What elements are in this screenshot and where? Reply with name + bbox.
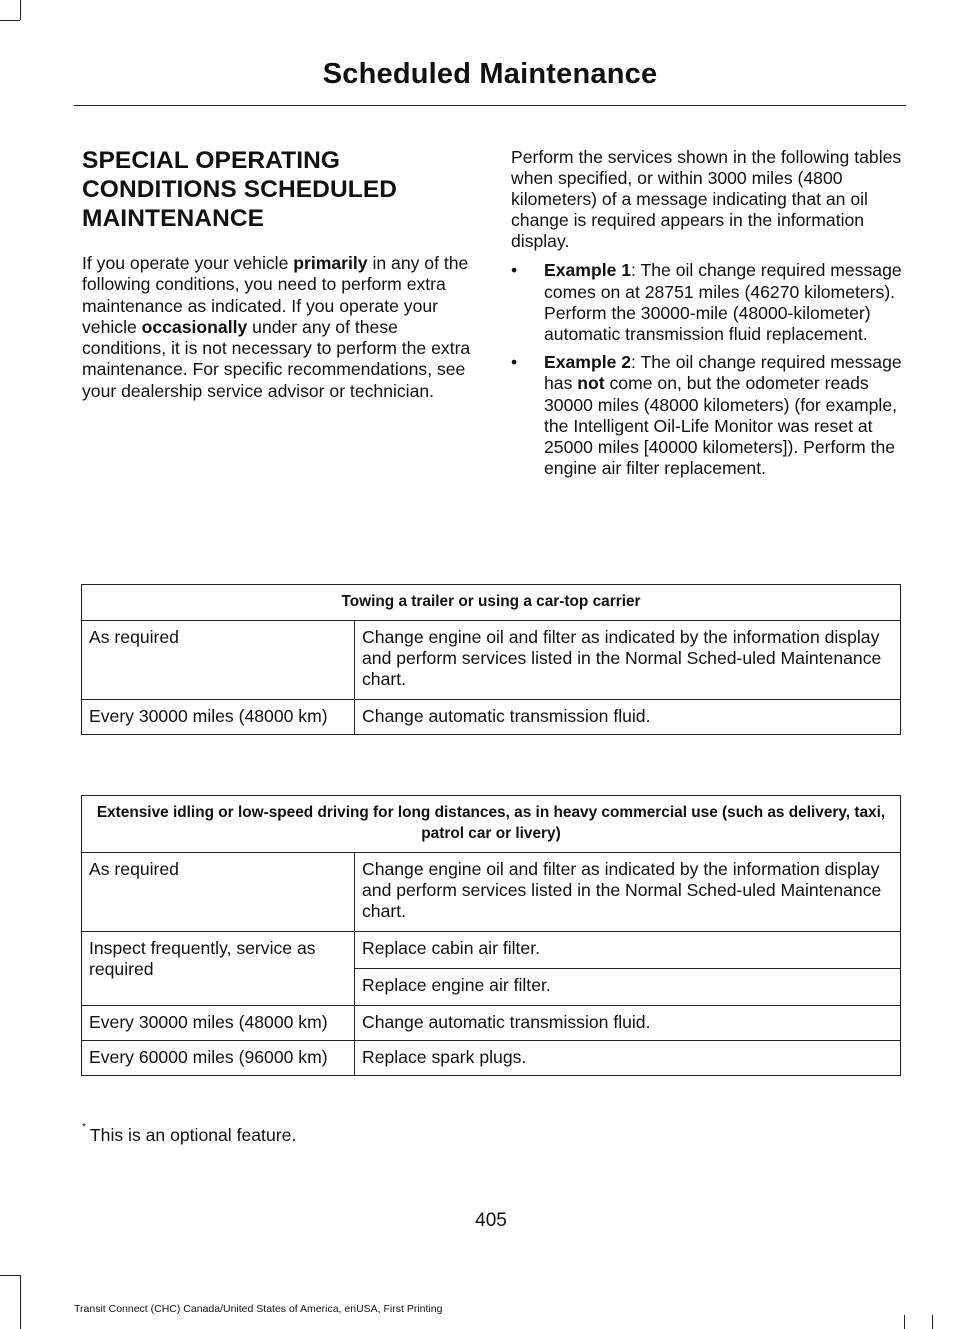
printing-info: Transit Connect (CHC) Canada/United States of America, enUSA, First Printing — [74, 1303, 443, 1315]
interval-cell: Every 60000 miles (96000 km) — [82, 1041, 355, 1076]
example-2-text-2: come on, but the odometer reads 30000 miles (48000 kilometers) (for example, the Intelligent Oil-Life Monitor was reset at 25000 miles [40000 kilometers]). Perform the engine air filter replacement. — [544, 373, 898, 479]
crop-mark-top-left-h — [0, 20, 20, 21]
table-row — [82, 1006, 901, 1041]
table-header-row — [82, 585, 901, 621]
table-row — [82, 1041, 901, 1076]
footnote-mark: * — [82, 1122, 86, 1133]
towing-maintenance-table — [81, 584, 901, 735]
action-cell: Change automatic transmission fluid. — [355, 1006, 901, 1041]
intro-text-3: under any of these conditions, it is not necessary to perform the extra maintenance. For specific recommendations, see your dealership service advisor or technician. — [82, 316, 471, 401]
table-header: Extensive idling or low-speed driving for long distances, as in heavy commercial use (such as delivery, taxi, patrol car or livery) — [82, 796, 901, 853]
action-cell: Change engine oil and filter as indicated by the information display and perform services listed in the Normal Sched-uled Maintenance chart. — [355, 621, 901, 700]
page-number: 405 — [475, 1210, 507, 1231]
intro-text-1: If you operate your vehicle — [82, 253, 294, 273]
crop-mark-top-left-v — [20, 0, 21, 20]
crop-mark-bottom-right-a — [904, 1315, 905, 1329]
bullet-mark: • — [511, 260, 518, 281]
emphasis-primarily: primarily — [293, 253, 368, 273]
interval-cell: Inspect frequently, service as required — [82, 931, 355, 1005]
example-2-text-1: : The oil change required message has — [544, 352, 902, 394]
table-row — [82, 699, 901, 734]
example-2-label: Example 2 — [544, 352, 632, 373]
example-1-label: Example 1 — [544, 260, 632, 281]
table-row — [82, 853, 901, 932]
interval-cell: Every 30000 miles (48000 km) — [82, 699, 355, 734]
section-heading: SPECIAL OPERATING CONDITIONS SCHEDULED MAINTENANCE — [82, 147, 398, 232]
list-item — [511, 352, 903, 479]
action-cell: Change automatic transmission fluid. — [355, 699, 901, 734]
services-paragraph: Perform the services shown in the following tables when specified, or within 3000 miles (4800 kilometers) of a message indicating that an oil change is required appears in the information display. — [511, 147, 902, 252]
title-divider — [74, 105, 906, 106]
footnote-text: This is an optional feature. — [89, 1125, 297, 1145]
emphasis-not: not — [577, 373, 605, 394]
crop-mark-bottom-right-b — [932, 1315, 933, 1329]
right-column — [511, 147, 903, 487]
interval-cell: As required — [82, 853, 355, 932]
action-cell: Change engine oil and filter as indicated by the information display and perform services listed in the Normal Sched-uled Maintenance chart. — [355, 853, 901, 932]
action-cell: Replace spark plugs. — [355, 1041, 901, 1076]
table-header: Towing a trailer or using a car-top carrier — [82, 585, 901, 621]
example-list — [511, 260, 903, 479]
action-cell: Replace cabin air filter. — [355, 931, 901, 968]
interval-cell: Every 30000 miles (48000 km) — [82, 1006, 355, 1041]
list-item — [511, 260, 903, 345]
left-column — [82, 146, 474, 402]
footnote — [82, 1122, 297, 1146]
example-1-text: : The oil change required message comes on at 28751 miles (46270 kilometers). Perform the 30000-mile (48000-kilometer) automatic transmission fluid replacement. — [544, 260, 902, 345]
action-cell: Replace engine air filter. — [355, 968, 901, 1005]
table-row — [82, 931, 901, 968]
idling-maintenance-table — [81, 795, 901, 1076]
table-header-row — [82, 796, 901, 853]
crop-mark-bottom-left-v — [20, 1275, 21, 1329]
emphasis-occasionally: occasionally — [141, 316, 248, 337]
bullet-mark: • — [511, 352, 518, 373]
interval-cell: As required — [82, 621, 355, 700]
crop-mark-bottom-left-h — [0, 1275, 20, 1276]
intro-text-2: in any of the following conditions, you need to perform extra maintenance as indicated. If you operate your vehicle — [82, 253, 469, 337]
intro-paragraph — [82, 253, 474, 402]
page-title: Scheduled Maintenance — [322, 58, 658, 90]
table-row — [82, 621, 901, 700]
